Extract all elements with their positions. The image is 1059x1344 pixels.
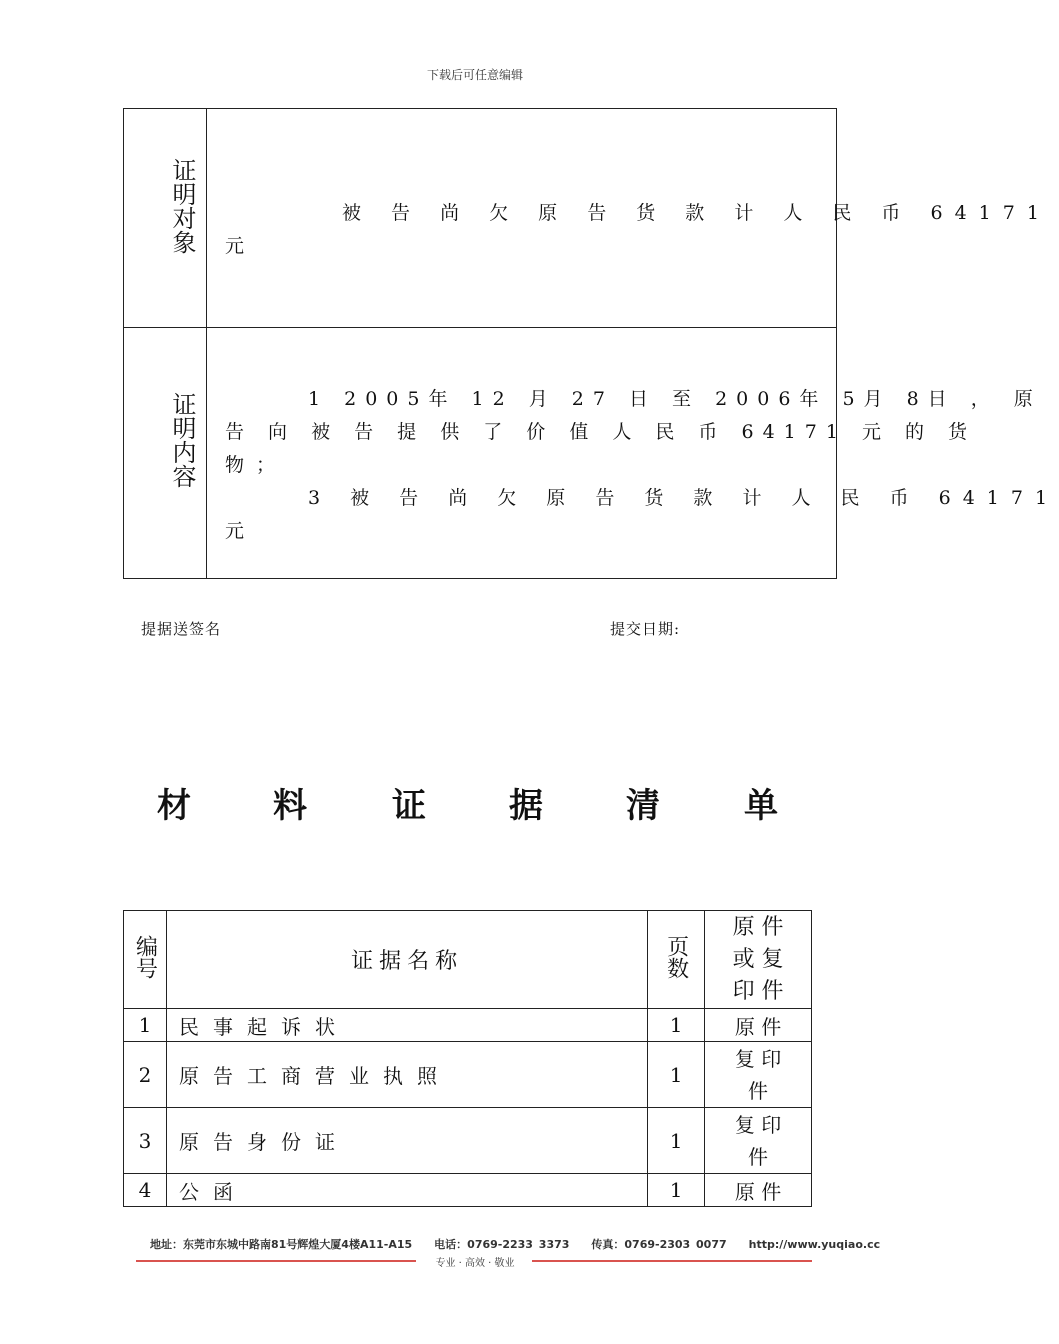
page-title	[0, 778, 950, 828]
row-pages: 1	[648, 1042, 705, 1108]
proof-content-label	[165, 392, 199, 488]
evidence-table	[123, 910, 812, 1207]
title-char: 单	[744, 786, 778, 826]
submitter-signature: 提据送签名	[141, 620, 222, 638]
submit-date: 提交日期:	[610, 620, 681, 638]
row-name: 原告工商营业执照	[166, 1042, 647, 1108]
row-type-text	[735, 1109, 781, 1173]
row-type: 原 件	[705, 1009, 812, 1042]
header-pages	[648, 911, 705, 1009]
proof-content-line2: 告 向 被 告 提 供 了 价 值 人 民 币 64171 元 的 货	[225, 421, 977, 443]
table-row	[124, 1009, 812, 1042]
row-name: 原告身份证	[166, 1108, 647, 1174]
proof-table-row-divider	[123, 327, 837, 328]
proof-content-line4: 3 被 告 尚 欠 原 告 货 款 计 人 民 币 64171	[308, 487, 1059, 509]
evidence-header-row	[124, 911, 812, 1009]
row-type	[705, 1108, 812, 1174]
title-char: 据	[509, 786, 543, 826]
proof-object-label-text: 证明对象	[168, 158, 196, 254]
row-type: 原 件	[705, 1174, 812, 1207]
title-char: 证	[392, 786, 426, 826]
row-name: 公函	[166, 1174, 647, 1207]
table-row	[124, 1108, 812, 1174]
title-char: 材	[157, 786, 191, 826]
row-type-line1: 复 印	[734, 1046, 782, 1071]
proof-object-label	[165, 158, 199, 254]
header-note: 下载后可任意编辑	[426, 68, 523, 82]
proof-content-line1: 1 2005年 12 月 27 日 至 2006年 5月 8日 ， 原	[308, 388, 1042, 410]
table-row	[124, 1042, 812, 1108]
row-pages: 1	[648, 1174, 705, 1207]
header-type-line3: 印 件	[732, 978, 784, 1004]
row-type-line2: 件	[748, 1144, 769, 1169]
table-row	[124, 1174, 812, 1207]
row-number: 1	[124, 1009, 167, 1042]
row-pages: 1	[648, 1108, 705, 1174]
row-pages: 1	[648, 1009, 705, 1042]
header-type	[705, 911, 812, 1009]
proof-table-divider	[206, 108, 207, 579]
header-number-text: 编号	[132, 935, 158, 979]
row-type-line1: 复 印	[734, 1112, 782, 1137]
header-number	[124, 911, 167, 1009]
footer-tagline: 专业 · 高效 · 敬业	[435, 1258, 515, 1269]
footer-line-left	[136, 1260, 416, 1262]
header-name: 证据名称	[166, 911, 647, 1009]
proof-content-line3: 物；	[225, 454, 288, 476]
footer-line-right	[532, 1260, 812, 1262]
row-number: 3	[124, 1108, 167, 1174]
header-pages-text: 页数	[663, 935, 689, 979]
header-type-line2: 或 复	[732, 946, 784, 972]
proof-content-label-text: 证明内容	[168, 392, 196, 488]
proof-object-text-2: 元	[225, 235, 257, 257]
row-type-line2: 件	[748, 1078, 769, 1103]
row-number: 4	[124, 1174, 167, 1207]
title-char: 清	[626, 786, 660, 826]
row-number: 2	[124, 1042, 167, 1108]
row-type	[705, 1042, 812, 1108]
proof-content-line5: 元	[225, 520, 257, 542]
row-type-text	[735, 1043, 781, 1107]
header-type-line1: 原 件	[732, 914, 784, 940]
footer-address: 地址：东莞市东城中路南81号辉煌大厦4楼A11-A15 电话：0769-2233 3373 传真：0769-2303 0077 http://www.yuqiao.cc	[150, 1238, 881, 1251]
proof-object-text: 被 告 尚 欠 原 告 货 款 计 人 民 币 64171	[342, 202, 1051, 224]
header-type-text	[733, 912, 784, 1008]
row-name: 民事起诉状	[166, 1009, 647, 1042]
title-char: 料	[273, 786, 307, 826]
